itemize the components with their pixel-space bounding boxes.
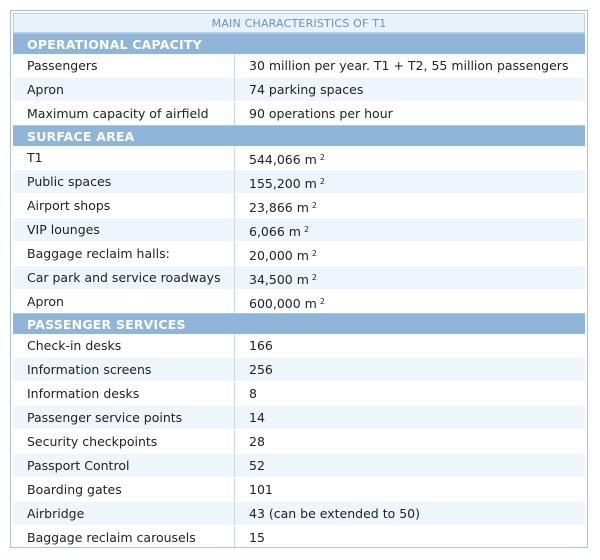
row-value: 6,066 m <box>249 224 301 239</box>
row-value: 166 <box>249 338 273 353</box>
unit-superscript: 2 <box>311 201 317 210</box>
section-header: PASSENGER SERVICES <box>13 313 585 334</box>
row-label: Car park and service roadways <box>13 266 235 289</box>
unit-superscript: 2 <box>319 297 325 306</box>
row-label: Apron <box>13 290 235 313</box>
row-label: Apron <box>13 78 235 101</box>
row-value: 43 (can be extended to 50) <box>249 506 421 521</box>
row-label: Baggage reclaim halls: <box>13 242 235 265</box>
row-value: 90 operations per hour <box>249 106 393 121</box>
row-value-cell <box>235 102 585 125</box>
row-value-cell <box>235 406 585 429</box>
table-row <box>13 477 585 501</box>
unit-superscript: 2 <box>319 153 325 162</box>
characteristics-table <box>10 10 588 548</box>
table-row <box>13 334 585 357</box>
table-row <box>13 405 585 429</box>
row-label: Information screens <box>13 358 235 381</box>
row-value-cell <box>235 242 585 265</box>
table-row <box>13 429 585 453</box>
row-value-cell <box>235 78 585 101</box>
row-value-cell <box>235 218 585 241</box>
row-value: 34,500 m <box>249 272 309 287</box>
table-row <box>13 241 585 265</box>
row-value: 8 <box>249 386 257 401</box>
row-label: Boarding gates <box>13 478 235 501</box>
row-label: Public spaces <box>13 170 235 193</box>
row-value: 155,200 m <box>249 176 317 191</box>
row-value-cell <box>235 54 585 77</box>
table-row <box>13 265 585 289</box>
row-value: 600,000 m <box>249 296 317 311</box>
row-value: 30 million per year. T1 + T2, 55 million passengers <box>249 58 569 73</box>
row-label: Airbridge <box>13 502 235 525</box>
row-value: 14 <box>249 410 265 425</box>
table-row <box>13 146 585 169</box>
row-label: Passport Control <box>13 454 235 477</box>
row-value-cell <box>235 194 585 217</box>
unit-superscript: 2 <box>319 177 325 186</box>
row-value-cell <box>235 266 585 289</box>
table-row <box>13 453 585 477</box>
unit-superscript: 2 <box>311 249 317 258</box>
row-value: 23,866 m <box>249 200 309 215</box>
row-value-cell <box>235 478 585 501</box>
row-value-cell <box>235 290 585 313</box>
table-row <box>13 525 585 549</box>
row-label: Passengers <box>13 54 235 77</box>
row-value-cell <box>235 502 585 525</box>
row-value: 74 parking spaces <box>249 82 364 97</box>
row-value: 52 <box>249 458 265 473</box>
table-row <box>13 54 585 77</box>
row-value: 544,066 m <box>249 152 317 167</box>
table-row <box>13 77 585 101</box>
row-value-cell <box>235 454 585 477</box>
row-value-cell <box>235 526 585 549</box>
row-value-cell <box>235 358 585 381</box>
table-row <box>13 217 585 241</box>
row-value: 101 <box>249 482 273 497</box>
row-label: Security checkpoints <box>13 430 235 453</box>
table-row <box>13 357 585 381</box>
row-label: Airport shops <box>13 194 235 217</box>
table-row <box>13 381 585 405</box>
row-value-cell <box>235 430 585 453</box>
table-sections <box>13 33 585 549</box>
row-value-cell <box>235 146 585 169</box>
row-label: Passenger service points <box>13 406 235 429</box>
row-label: Baggage reclaim carousels <box>13 526 235 549</box>
row-value-cell <box>235 334 585 357</box>
unit-superscript: 2 <box>311 273 317 282</box>
row-value-cell <box>235 170 585 193</box>
row-value: 256 <box>249 362 273 377</box>
row-value: 28 <box>249 434 265 449</box>
section-header: OPERATIONAL CAPACITY <box>13 33 585 54</box>
row-label: Information desks <box>13 382 235 405</box>
row-value: 20,000 m <box>249 248 309 263</box>
table-row <box>13 501 585 525</box>
row-label: T1 <box>13 146 235 169</box>
section-header: SURFACE AREA <box>13 125 585 146</box>
table-body <box>13 13 585 549</box>
table-row <box>13 193 585 217</box>
row-label: Check-in desks <box>13 334 235 357</box>
table-row <box>13 101 585 125</box>
row-value-cell <box>235 382 585 405</box>
table-row <box>13 169 585 193</box>
table-caption: MAIN CHARACTERISTICS OF T1 <box>13 13 585 33</box>
unit-superscript: 2 <box>303 225 310 234</box>
row-label: Maximum capacity of airfield <box>13 102 235 125</box>
row-value: 15 <box>249 530 265 545</box>
row-label: VIP lounges <box>13 218 235 241</box>
table-row <box>13 289 585 313</box>
